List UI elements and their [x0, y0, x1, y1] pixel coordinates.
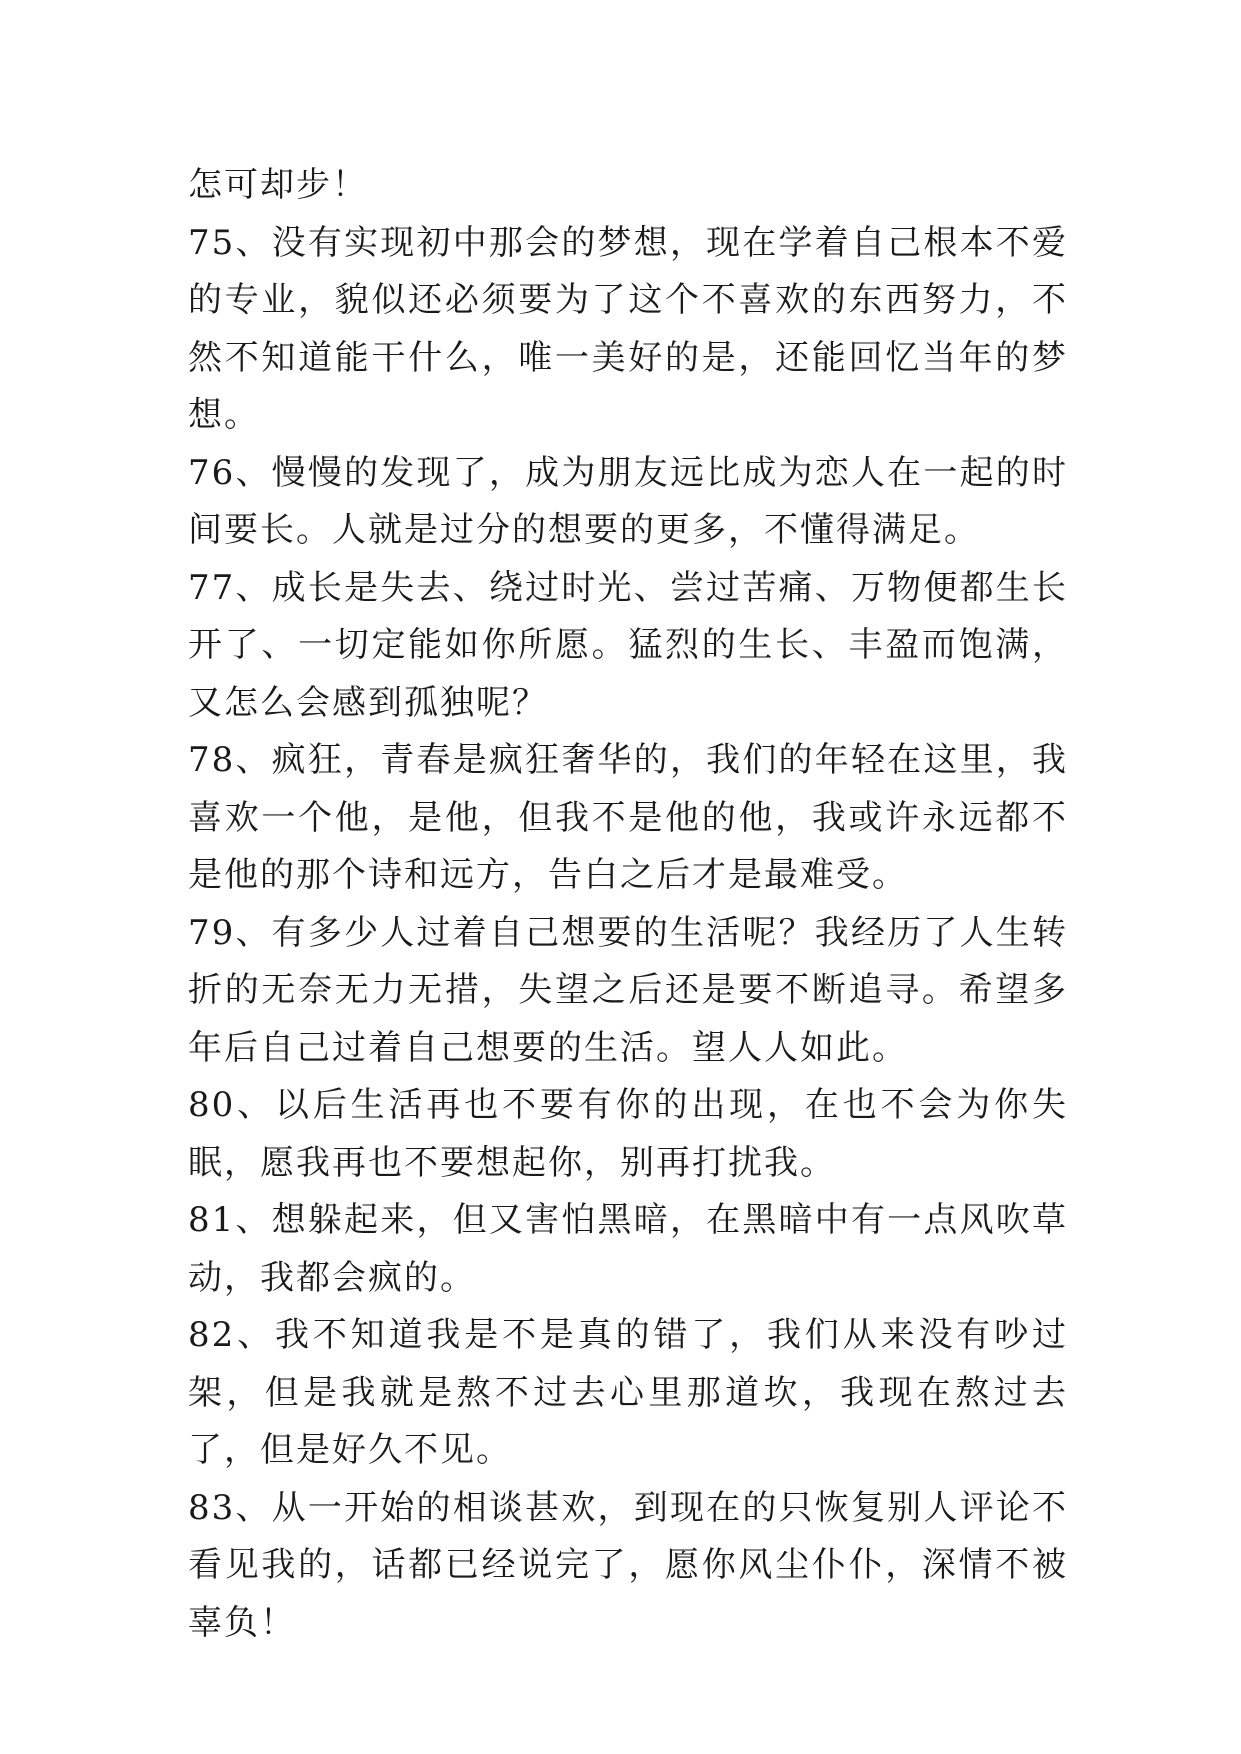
paragraph-79: 79、有多少人过着自己想要的生活呢？我经历了人生转折的无奈无力无措，失望之后还是要不断追寻。希望多年后自己过着自己想要的生活。望人人如此。 — [188, 912, 1068, 1068]
paragraph-80: 80、以后生活再也不要有你的出现，在也不会为你失眠，愿我再也不要想起你，别再打扰我。 — [188, 1085, 1068, 1183]
paragraph-75: 75、没有实现初中那会的梦想，现在学着自己根本不爱的专业，貌似还必须要为了这个不喜欢的东西努力，不然不知道能干什么，唯一美好的是，还能回忆当年的梦想。 — [188, 222, 1068, 435]
paragraph-81: 81、想躲起来，但又害怕黑暗，在黑暗中有一点风吹草动，我都会疯的。 — [188, 1200, 1068, 1298]
paragraph-83: 83、从一开始的相谈甚欢，到现在的只恢复别人评论不看见我的，话都已经说完了，愿你风尘仆仆，深情不被辜负！ — [188, 1487, 1068, 1643]
paragraph-continuation: 怎可却步！ — [188, 165, 368, 205]
paragraph-78: 78、疯狂，青春是疯狂奢华的，我们的年轻在这里，我喜欢一个他，是他，但我不是他的他，我或许永远都不是他的那个诗和远方，告白之后才是最难受。 — [188, 740, 1068, 895]
paragraph-82: 82、我不知道我是不是真的错了，我们从来没有吵过架，但是我就是熬不过去心里那道坎，我现在熬过去了，但是好久不见。 — [188, 1315, 1068, 1470]
paragraph-76: 76、慢慢的发现了，成为朋友远比成为恋人在一起的时间要长。人就是过分的想要的更多，不懂得满足。 — [188, 452, 1068, 550]
paragraph-77: 77、成长是失去、绕过时光、尝过苦痛、万物便都生长开了、一切定能如你所愿。猛烈的生长、丰盈而饱满，又怎么会感到孤独呢？ — [188, 567, 1068, 723]
document-body — [188, 157, 1068, 1652]
